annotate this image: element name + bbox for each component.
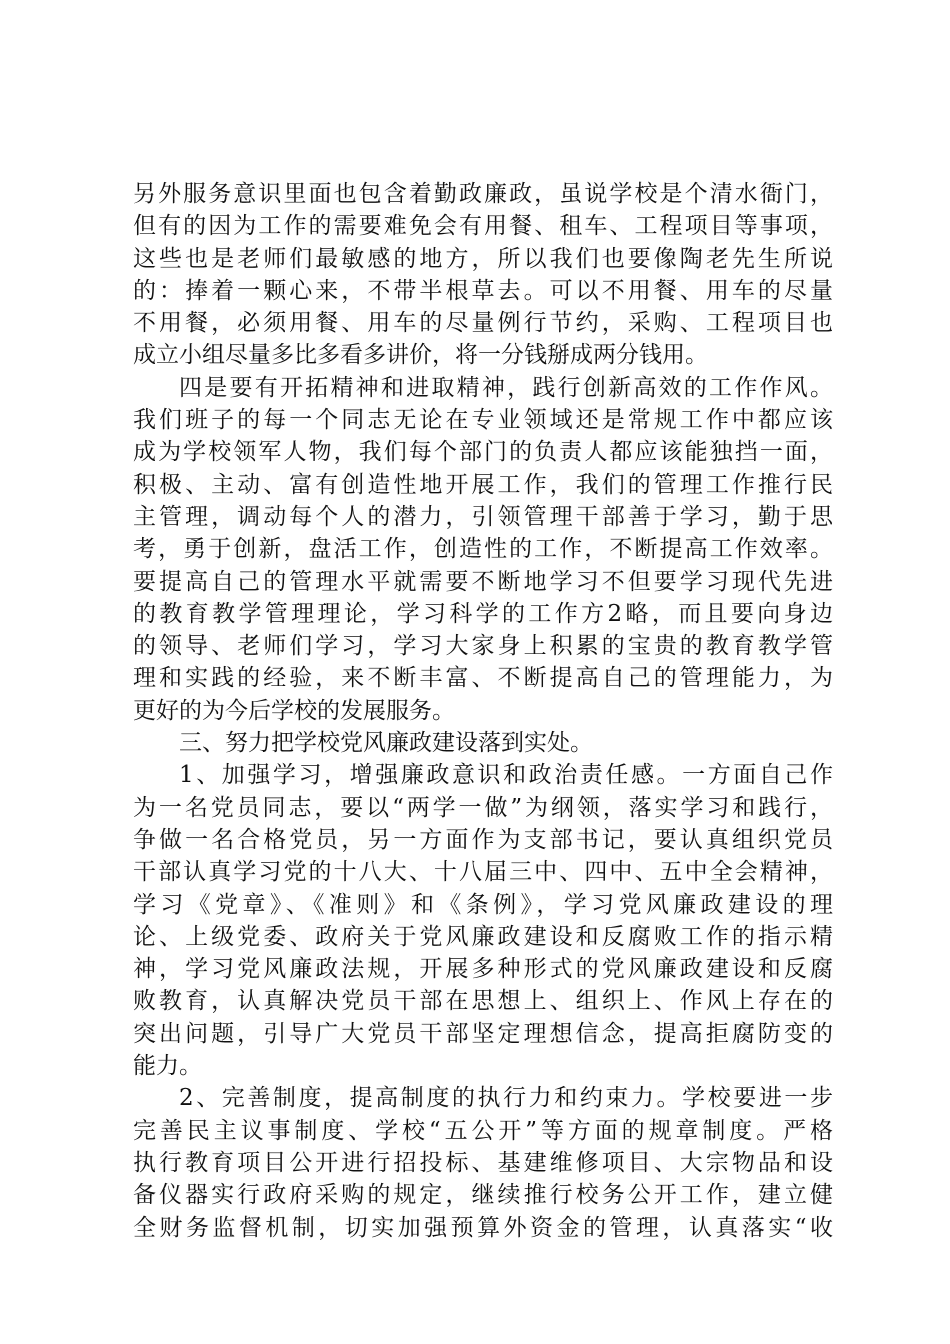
paragraph-start-line: 四是要有开拓精神和进取精神，践行创新高效的工作作风。 — [179, 374, 833, 401]
text-line: 能力。 — [133, 1053, 202, 1080]
paragraph-start-line: 2、完善制度，提高制度的执行力和约束力。学校要进一步 — [179, 1085, 833, 1112]
text-line: 执行教育项目公开进行招投标、基建维修项目、大宗物品和设 — [133, 1149, 833, 1176]
text-line: 突出问题，引导广大党员干部坚定理想信念，提高拒腐防变的 — [133, 1020, 833, 1047]
text-line: 备仪器实行政府采购的规定，继续推行校务公开工作，建立健 — [133, 1182, 833, 1209]
text-line: 论、上级党委、政府关于党风廉政建设和反腐败工作的指示精 — [133, 923, 833, 950]
text-line: 要提高自己的管理水平就需要不断地学习不但要学习现代先进 — [133, 568, 833, 595]
text-line: 神，学习党风廉政法规，开展多种形式的党风廉政建设和反腐 — [133, 956, 833, 983]
text-line: 主管理，调动每个人的潜力，引领管理干部善于学习，勤于思 — [133, 503, 833, 530]
text-line: 败教育，认真解决党员干部在思想上、组织上、作风上存在的 — [133, 988, 833, 1015]
text-line: 学习《党章》、《准则》和《条例》，学习党风廉政建设的理 — [133, 891, 833, 918]
text-line: 成为学校领军人物，我们每个部门的负责人都应该能独挡一面， — [133, 439, 833, 466]
text-line: 我们班子的每一个同志无论在专业领域还是常规工作中都应该 — [133, 407, 833, 434]
text-line: 的：捧着一颗心来，不带半根草去。可以不用餐、用车的尽量 — [133, 277, 833, 304]
text-line: 考，勇于创新，盘活工作，创造性的工作，不断提高工作效率。 — [133, 536, 833, 563]
text-line: 更好的为今后学校的发展服务。 — [133, 697, 455, 724]
section-heading: 三、努力把学校党风廉政建设落到实处。 — [179, 730, 593, 757]
paragraph-start-line: 1、加强学习，增强廉政意识和政治责任感。一方面自己作 — [179, 762, 833, 789]
text-line: 这些也是老师们最敏感的地方，所以我们也要像陶老先生所说 — [133, 245, 833, 272]
text-line: 成立小组尽量多比多看多讲价，将一分钱掰成两分钱用。 — [133, 342, 708, 369]
text-line: 理和实践的经验，来不断丰富、不断提高自己的管理能力，为 — [133, 665, 833, 692]
document-body — [133, 178, 833, 1244]
text-line: 但有的因为工作的需要难免会有用餐、租车、工程项目等事项， — [133, 213, 833, 240]
text-line: 不用餐，必须用餐、用车的尽量例行节约，采购、工程项目也 — [133, 310, 833, 337]
text-line: 完善民主议事制度、学校“五公开”等方面的规章制度。严格 — [133, 1117, 833, 1144]
text-line: 争做一名合格党员，另一方面作为支部书记，要认真组织党员 — [133, 826, 833, 853]
text-line: 为一名党员同志，要以“两学一做”为纲领，落实学习和践行， — [133, 794, 833, 821]
text-line: 的教育教学管理理论，学习科学的工作方2略，而且要向身边 — [133, 600, 833, 627]
text-line: 全财务监督机制，切实加强预算外资金的管理，认真落实“收 — [133, 1214, 833, 1241]
text-line: 积极、主动、富有创造性地开展工作，我们的管理工作推行民 — [133, 471, 833, 498]
text-line: 另外服务意识里面也包含着勤政廉政，虽说学校是个清水衙门， — [133, 181, 833, 207]
text-line: 干部认真学习党的十八大、十八届三中、四中、五中全会精神， — [133, 859, 833, 886]
text-line: 的领导、老师们学习，学习大家身上积累的宝贵的教育教学管 — [133, 633, 833, 660]
